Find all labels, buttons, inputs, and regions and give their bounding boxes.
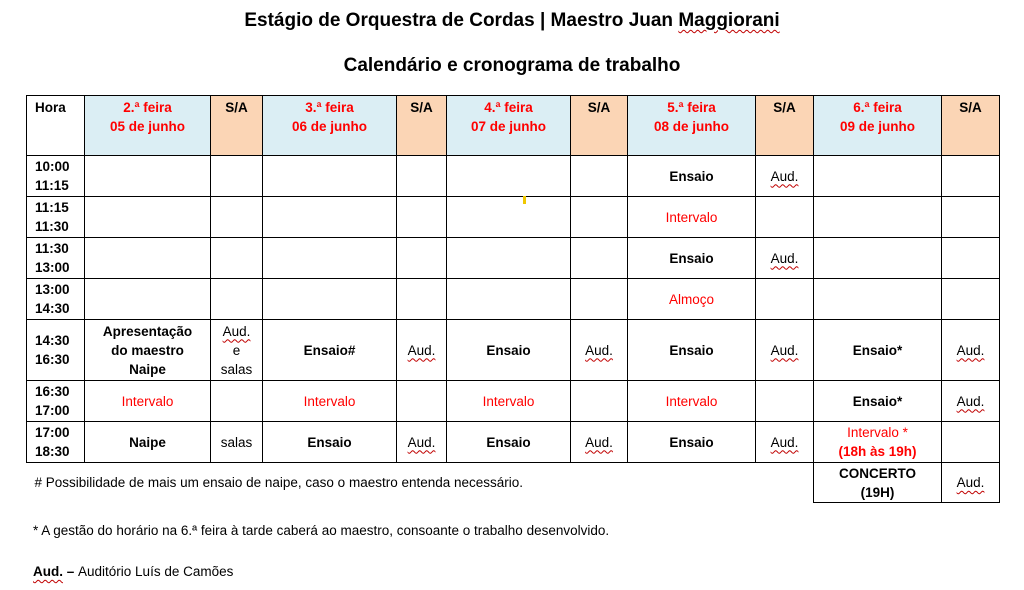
- time-slot: 16:30 17:00: [27, 381, 85, 422]
- cell-ensaio: Ensaio: [628, 320, 756, 381]
- table-row: [27, 156, 1000, 197]
- cell-intervalo: Intervalo: [628, 197, 756, 238]
- header-sa: S/A: [571, 96, 628, 156]
- star-note: * A gestão do horário na 6.ª feira à tarde caberá ao maestro, consoante o trabalho desenvolvido.: [33, 523, 610, 538]
- time-slot: 17:00 18:30: [27, 422, 85, 463]
- cell-ensaio: Ensaio*: [814, 320, 942, 381]
- cell-aud: Aud.: [756, 320, 814, 381]
- cell-intervalo: Intervalo: [263, 381, 397, 422]
- header-hora: Hora: [27, 96, 85, 156]
- cell-ensaio: Ensaio: [628, 238, 756, 279]
- table-row: [27, 238, 1000, 279]
- cell-intervalo: Intervalo: [628, 381, 756, 422]
- time-slot: 14:30 16:30: [27, 320, 85, 381]
- cell-aud: Aud.: [397, 422, 447, 463]
- table-row: [27, 422, 1000, 463]
- header-day-tuesday: 3.ª feira 06 de junho: [263, 96, 397, 156]
- cell-salas: salas: [211, 422, 263, 463]
- cell-aud-e-salas: Aud. e salas: [211, 320, 263, 381]
- header-day-wednesday: 4.ª feira 07 de junho: [447, 96, 571, 156]
- cell-ensaio: Ensaio: [628, 156, 756, 197]
- cell-naipe: Naipe: [85, 422, 211, 463]
- title-maestro-name: Maggiorani: [678, 10, 780, 31]
- time-slot: 13:00 14:30: [27, 279, 85, 320]
- document-subtitle: Calendário e cronograma de trabalho: [343, 55, 681, 76]
- cell-apresentacao: Apresentação do maestro Naipe: [85, 320, 211, 381]
- header-sa: S/A: [211, 96, 263, 156]
- cell-aud: Aud.: [571, 320, 628, 381]
- cell-ensaio: Ensaio: [447, 320, 571, 381]
- cell-aud: Aud.: [756, 156, 814, 197]
- table-row-concerto: [27, 463, 1000, 503]
- time-slot: 11:15 11:30: [27, 197, 85, 238]
- header-sa: S/A: [942, 96, 1000, 156]
- cell-intervalo: Intervalo: [447, 381, 571, 422]
- cell-aud: Aud.: [397, 320, 447, 381]
- cell-aud: Aud.: [942, 320, 1000, 381]
- cell-intervalo: Intervalo: [85, 381, 211, 422]
- cell-aud: Aud.: [571, 422, 628, 463]
- cell-aud: Aud.: [756, 422, 814, 463]
- cell-almoco: Almoço: [628, 279, 756, 320]
- hash-note: # Possibilidade de mais um ensaio de naipe, caso o maestro entenda necessário.: [27, 463, 814, 503]
- header-row: [27, 96, 1000, 156]
- cell-aud: Aud.: [756, 238, 814, 279]
- time-slot: 11:30 13:00: [27, 238, 85, 279]
- header-day-friday: 6.ª feira 09 de junho: [814, 96, 942, 156]
- text-cursor-marker: [523, 196, 526, 204]
- header-sa: S/A: [756, 96, 814, 156]
- cell-ensaio: Ensaio*: [814, 381, 942, 422]
- cell-concerto: CONCERTO (19H): [814, 463, 942, 503]
- table-row: [27, 381, 1000, 422]
- cell-ensaio: Ensaio: [628, 422, 756, 463]
- cell-ensaio: Ensaio: [263, 422, 397, 463]
- table-row: [27, 279, 1000, 320]
- table-row: [27, 320, 1000, 381]
- cell-ensaio: Ensaio#: [263, 320, 397, 381]
- header-sa: S/A: [397, 96, 447, 156]
- cell-aud: Aud.: [942, 381, 1000, 422]
- header-day-thursday: 5.ª feira 08 de junho: [628, 96, 756, 156]
- title-prefix: Estágio de Orquestra de Cordas | Maestro Juan: [244, 10, 679, 31]
- time-slot: 10:00 11:15: [27, 156, 85, 197]
- schedule-table: [26, 95, 1000, 503]
- header-day-monday: 2.ª feira 05 de junho: [85, 96, 211, 156]
- table-row: [27, 197, 1000, 238]
- cell-ensaio: Ensaio: [447, 422, 571, 463]
- aud-legend: Aud. – Auditório Luís de Camões: [33, 564, 234, 579]
- cell-intervalo-star: Intervalo * (18h às 19h): [814, 422, 942, 463]
- cell-aud: Aud.: [942, 463, 1000, 503]
- document-title: [0, 10, 1024, 32]
